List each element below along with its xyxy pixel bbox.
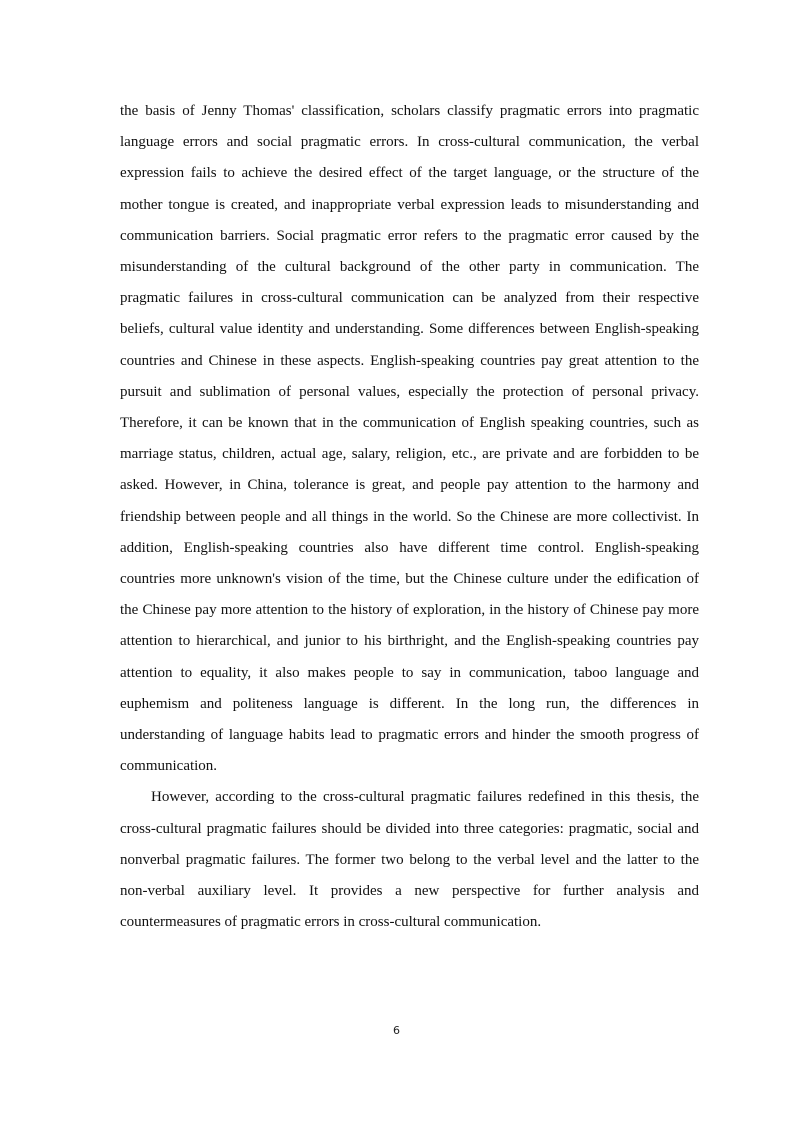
body-text — [120, 96, 699, 938]
page-number: 6 — [393, 1024, 400, 1037]
paragraph-conclusion: However, according to the cross-cultural pragmatic failures redefined in this thesis, the cross-cultural pragmatic failures should be divided into three categories: pragmatic, social and nonverbal pragmatic failures. The former two belong to the verbal level and the latter to the non-verbal auxiliary level. It provides a new perspective for further analysis and countermeasures of pragmatic errors in cross-cultural communication. — [120, 789, 699, 931]
paragraph-continued: the basis of Jenny Thomas' classification, scholars classify pragmatic errors into pragmatic language errors and social pragmatic errors. In cross-cultural communication, the verbal expression fails to achieve the desired effect of the target language, or the structure of the mother tongue is created, and inappropriate verbal expression leads to misunderstanding and communication barriers. Social pragmatic error refers to the pragmatic error caused by the misunderstanding of the cultural background of the other party in communication. The pragmatic failures in cross-cultural communication can be analyzed from their respective beliefs, cultural value identity and understanding. Some differences between English-speaking countries and Chinese in these aspects. English-speaking countries pay great attention to the pursuit and sublimation of personal values, especially the protection of personal privacy. Therefore, it can be known that in the communication of English speaking countries, such as marriage status, children, actual age, salary, religion, etc., are private and are forbidden to be asked. However, in China, tolerance is great, and people pay attention to the harmony and friendship between people and all things in the world. So the Chinese are more collectivist. In addition, English-speaking countries also have different time control. English-speaking countries more unknown's vision of the time, but the Chinese culture under the edification of the Chinese pay more attention to the history of exploration, in the history of Chinese pay more attention to hierarchical, and junior to his birthright, and the English-speaking countries pay attention to equality, it also makes people to say in communication, taboo language and euphemism and politeness language is different. In the long run, the differences in understanding of language habits lead to pragmatic errors and hinder the smooth progress of communication. — [120, 103, 699, 775]
